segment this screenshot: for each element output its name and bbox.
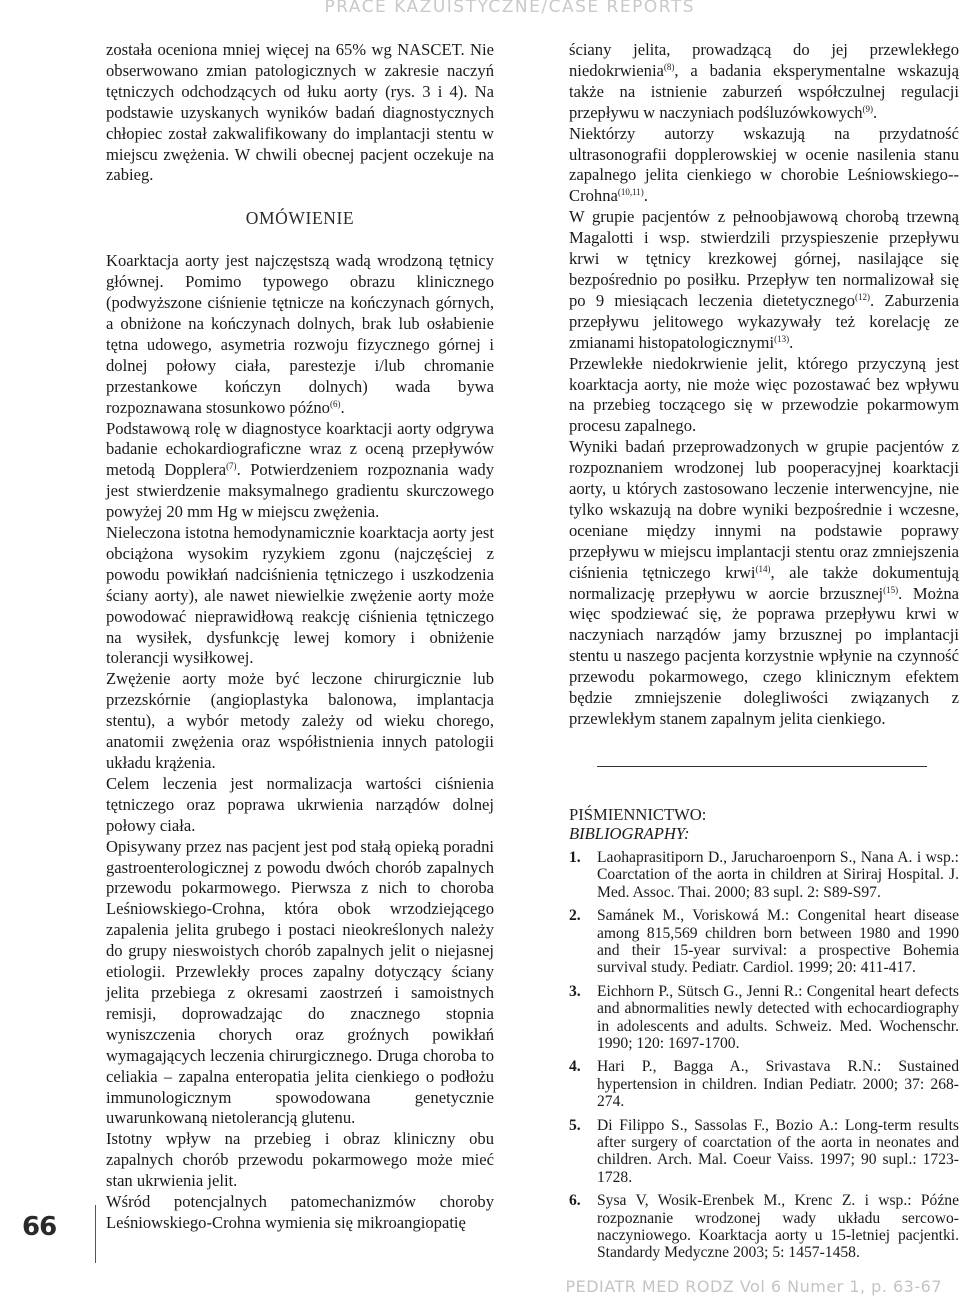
reference-number: 6. [569,1192,581,1210]
reference-item [569,907,959,977]
reference-text: Sysa V, Wosik-Erenbek M., Krenc Z. i wsp.: Późne rozpoznanie wrodzonej wady układu sercowo-naczyniowego. Koarktacja aorty u 15-letniej pacjentki. Standardy Medyczne 2003; 5: 1457-1458. [597,1192,959,1262]
journal-footer: PEDIATR MED RODZ Vol 6 Numer 1, p. 63-67 [565,1277,942,1296]
citation: (14) [755,563,771,574]
paragraph: Niektórzy autorzy wskazują na przydatność ultrasonografii dopplerowskiej w ocenie nasilenia stanu zapalnego jelita cienkiego w chorobie Leśniowskiego--Crohna$^{(10,11)}$. [569,123,959,206]
citation: (9) [862,103,874,114]
citation: (6) [329,398,341,409]
page-number: 66 [22,1212,57,1242]
paragraph: Nieleczona istotna hemodynamicznie koarktacja aorty jest obciążona wysokim ryzykiem zgonu (najczęściej z powodu powikłań nadciśnienia tętniczego i uszkodzenia ściany aorty), ale nawet niewielkie zwężenie aorty może powodować nieprawidłową reakcję ciśnienia tętniczego na wysiłek, dysfunkcję lewej komory i obniżenie tolerancji wysiłkowej. [106,523,494,668]
reference-number: 2. [569,907,581,925]
bibliography-title: PIŚMIENNICTWO: [569,804,707,824]
reference-item [569,1192,959,1262]
paragraph: Opisywany przez nas pacjent jest pod stałą opieką poradni gastroenterologicznej z powodu dwóch chorób zapalnych przewodu pokarmowego. Pierwsza z nich to choroba Leśniowskiego-Crohna, która obok wrzodziejącego zapalenia jelita grubego i postaci nieokreślonych należy do grupy nieswoistych chorób zapalnych jelit o niejasnej etiologii. Przewlekły proces zapalny dotyczący ściany jelita przebiega z okresami zaostrzeń i samoistnych remisji, doprowadzając do znacznego stopnia wyniszczenia chorych oraz groźnych powikłań wymagających leczenia chirurgicznego. Druga choroba to celiakia – zapalna enteropatia jelita cienkiego o podłożu immunologicznym spowodowana genetycznie uwarunkowaną nietolerancją glutenu. [106,836,494,1128]
paragraph: Zwężenie aorty może być leczone chirurgicznie lub przezskórnie (angioplastyka balonowa, implantacja stentu), a wybór metody zależy od wieku chorego, anatomii zwężenia oraz współistnienia innych patologii układu krążenia. [106,669,494,772]
running-head: PRACE KAZUISTYCZNE/CASE REPORTS [324,0,695,17]
paragraph: została oceniona mniej więcej na 65% wg NASCET. Nie obserwowano zmian patologicznych w zakresie naczyń tętniczych odchodzących od łuku aorty (rys. 3 i 4). Na podstawie uzyskanych wyników badań diagnostycznych chłopiec został zakwalifikowany do implantacji stentu w miejscu zwężenia. W chwili obecnej pacjent oczekuje na zabieg. [106,40,494,185]
bibliography-subtitle: BIBLIOGRAPHY: [569,823,690,843]
paragraph: Wśród potencjalnych patomechanizmów choroby Leśniowskiego-Crohna wymienia się mikroangiopatię [106,1192,494,1232]
paragraph: Koarktacja aorty jest najczęstszą wadą wrodzoną tętnicy głównej. Pomimo typowego obrazu klinicznego (podwyższone ciśnienie tętnicze na kończynach górnych, a obniżone na kończynach dolnych, brak lub osłabienie tętna udowego, asymetria rozwoju fizycznego górnej i dolnej połowy ciała, parestezje i/lub chromanie przestankowe kończyn dolnych) wada bywa rozpoznawana stosunkowo późno$^{(6)}$. [106,251,494,417]
reference-item [569,849,959,901]
reference-item [569,983,959,1053]
paragraph: Podstawową rolę w diagnostyce koarktacji aorty odgrywa badanie echokardiograficzne wraz z oceną przepływów metodą Dopplera$^{(7)}$. Potwierdzeniem rozpoznania wady jest stwierdzenie maksymalnego gradientu skurczowego powyżej 20 mm Hg w miejscu zwężenia. [106,418,494,522]
citation: (13) [774,333,790,344]
paragraph: ściany jelita, prowadzącą do jej przewlekłego niedokrwienia$^{(8)}$, a badania eksperymentalne wskazują także na istnienie zaburzeń współczulnej regulacji przepływu w naczyniach podśluzówkowych$^{(9)}$. [569,40,959,122]
paragraph: Istotny wpływ na przebieg i obraz kliniczny obu zapalnych chorób przewodu pokarmowego może mieć stan ukrwienia jelit. [106,1129,494,1191]
divider [597,766,927,767]
reference-text: Hari P., Bagga A., Srivastava R.N.: Sustained hypertension in children. Indian Pediatr. 2000; 37: 268-274. [597,1058,959,1111]
page-number-divider [95,1205,96,1263]
paragraph: W grupie pacjentów z pełnoobjawową chorobą trzewną Magalotti i wsp. stwierdzili przyspieszenie przepływu krwi w tętnicy krezkowej górnej, nasilające się bezpośrednio po posiłku. Przepływ ten normalizował się po 9 miesiącach leczenia dietetycznego$^{(12)}$. Zaburzenia przepływu jelitowego wykazywały też korelację ze zmianami histopatologicznymi$^{(13)}$. [569,207,959,352]
paragraph: Celem leczenia jest normalizacja wartości ciśnienia tętniczego oraz poprawa ukrwienia narządów dolnej połowy ciała. [106,773,494,835]
reference-text: Laohaprasitiporn D., Jarucharoenporn S., Nana A. i wsp.: Coarctation of the aorta in children at Siriraj Hospital. J. Med. Assoc. Thai. 2000; 83 supl. 2: S89-S97. [597,848,959,901]
reference-number: 3. [569,982,581,1000]
reference-item [569,1117,959,1187]
citation: (15) [883,584,899,595]
reference-text: Eichhorn P., Sütsch G., Jenni R.: Congenital heart defects and abnormalities newly detected with echocardiography in adolescents and adults. Schweiz. Med. Wochenschr. 1990; 120: 1697-1700. [597,982,959,1052]
reference-list [569,849,959,1262]
reference-number: 4. [569,1058,581,1076]
reference-text: Di Filippo S., Sassolas F., Bozio A.: Long-term results after surgery of coarctation of the aorta in neonates and children. Arch. Mal. Coeur Vaiss. 1997; 90 supl.: 1723-1728. [597,1116,959,1186]
reference-number: 1. [569,848,581,866]
paragraph: Wyniki badań przeprowadzonych w grupie pacjentów z rozpoznaniem wrodzonej lub pooperacyjnej koarktacji aorty, u których zastosowano leczenie interwencyjne, nie tylko wskazują na dobre wyniki bezpośrednie i wczesne, oceniane między innymi na podstawie poprawy przepływu w miejscu implantacji stentu oraz zmniejszenia ciśnienia tętniczego krwi$^{(14)}$, ale także dokumentują normalizację przepływu w aorcie brzusznej$^{(15)}$. Można więc spodziewać się, że poprawa przepływu krwi w naczyniach narządów jamy brzusznej po implantacji stentu u naszego pacjenta korzystnie wpłynie na czynność przewodu pokarmowego, czego klinicznym efektem będzie zmniejszenie dolegliwości związanych z przewlekłym stanem zapalnym jelita cienkiego. [569,437,960,728]
citation: (7) [226,461,237,472]
citation: (10,11) [617,187,644,198]
reference-text: Samánek M., Voriskowá M.: Congenital heart disease among 815,569 children born between 1980 and 1990 and their 15-year survival: a prospective Bohemia survival study. Pediatr. Cardiol. 1999; 20: 411-417. [597,907,959,977]
right-column [569,40,959,1262]
section-heading: OMÓWIENIE [245,208,355,229]
paragraph: Przewlekłe niedokrwienie jelit, którego przyczyną jest koarktacja aorty, nie może więc pozostawać bez wpływu na przebieg toczącego się w przewodzie pokarmowym procesu zapalnego. [569,353,959,436]
citation: (8) [663,61,675,72]
reference-number: 5. [569,1116,581,1134]
reference-item [569,1058,959,1110]
citation: (12) [855,291,870,302]
left-column [106,40,494,1234]
